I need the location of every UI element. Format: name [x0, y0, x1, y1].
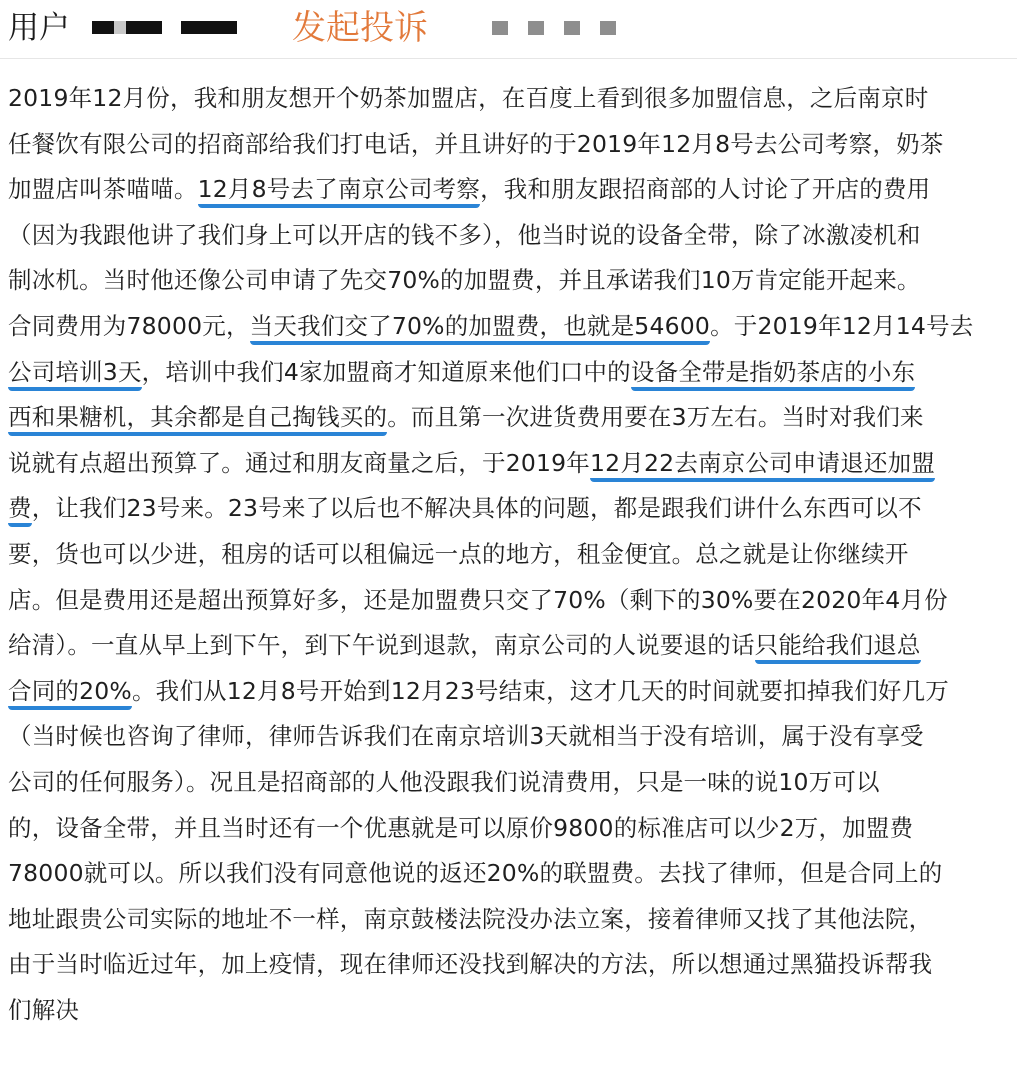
text-segment: 。于2019年12月14号去: [710, 311, 974, 340]
redacted-username: [114, 21, 126, 34]
text-segment: 2019年12月份，我和朋友想开个奶茶加盟店，在百度上看到很多加盟信息，之后南京时: [8, 84, 929, 112]
highlighted-text: 西和果糖机，其余都是自己掏钱买的: [8, 403, 387, 436]
text-segment: ，让我们23号来。23号来了以后也不解决具体的问题，都是跟我们讲什么东西可以不: [31, 494, 922, 523]
highlighted-text: 当天我们交了70%的加盟费，也就是54600: [250, 312, 710, 345]
text-segment: 加盟店叫茶喵喵。: [8, 175, 198, 204]
text-segment: 给清）。一直从早上到下午，到下午说到退款，南京公司的人说要退的话: [8, 631, 755, 660]
redacted-username: [92, 21, 114, 34]
complaint-line: [8, 714, 1004, 760]
complaint-line: [8, 395, 1004, 441]
redacted-dot: [564, 21, 580, 35]
complaint-line: [8, 258, 1004, 304]
text-segment: 。而且第一次进货费用要在3万左右。当时对我们来: [387, 403, 924, 432]
text-segment: 合同费用为78000元，: [8, 311, 250, 340]
text-segment: 的，设备全带，并且当时还有一个优惠就是可以原价9800的标准店可以少2万，加盟费: [8, 813, 914, 842]
highlighted-text: 设备全带是指奶茶店的小东: [631, 358, 915, 391]
text-segment: 任餐饮有限公司的招商部给我们打电话，并且讲好的于2019年12月8号去公司考察，奶茶: [8, 129, 944, 158]
text-segment: 们解决: [8, 995, 80, 1024]
text-segment: 地址跟贵公司实际的地址不一样，南京鼓楼法院没办法立案，接着律师又找了其他法院，: [8, 904, 933, 933]
complaint-line: [8, 441, 1004, 487]
complaint-line: [8, 851, 1004, 897]
text-segment: 店。但是费用还是超出预算好多，还是加盟费只交了70%（剩下的30%要在2020年4月份: [8, 585, 948, 614]
text-segment: 78000就可以。所以我们没有同意他说的返还20%的联盟费。去找了律师，但是合同上的: [8, 859, 943, 888]
highlighted-text: 公司培训3天: [8, 358, 142, 391]
complaint-header: [0, 0, 1017, 59]
complaint-line: [8, 897, 1004, 943]
complaint-line: [8, 167, 1004, 213]
complaint-line: [8, 122, 1004, 168]
highlighted-text: 12月22去南京公司申请退还加盟: [590, 449, 935, 482]
complaint-body: [8, 76, 1004, 1033]
complaint-line: [8, 806, 1004, 852]
complaint-line: [8, 578, 1004, 624]
text-segment: 要，货也可以少进，租房的话可以租偏远一点的地方，租金便宜。总之就是让你继续开: [8, 539, 909, 568]
highlighted-text: 12月8号去了南京公司考察: [198, 175, 480, 208]
redacted-dot: [600, 21, 616, 35]
text-segment: 说就有点超出预算了。通过和朋友商量之后，于2019年: [8, 448, 591, 477]
complaint-line: [8, 486, 1004, 532]
page-title: 发起投诉: [292, 8, 428, 48]
complaint-line: [8, 76, 1004, 122]
redacted-dot: [528, 21, 544, 35]
text-segment: 。我们从12月8号开始到12月23号结束，这才几天的时间就要扣掉我们好几万: [131, 676, 949, 705]
text-segment: 制冰机。当时他还像公司申请了先交70%的加盟费，并且承诺我们10万肯定能开起来。: [8, 266, 921, 295]
text-segment: ，我和朋友跟招商部的人讨论了开店的费用: [480, 175, 931, 204]
redacted-username: [126, 21, 162, 34]
text-segment: （因为我跟他讲了我们身上可以开店的钱不多），他当时说的设备全带，除了冰激凌机和: [8, 220, 921, 249]
complaint-line: [8, 304, 1004, 350]
complaint-line: [8, 760, 1004, 806]
complaint-line: [8, 350, 1004, 396]
highlighted-text: 合同的20%: [8, 677, 132, 710]
user-label: 用户: [8, 10, 70, 46]
complaint-line: [8, 213, 1004, 259]
redacted-dot: [492, 21, 508, 35]
complaint-line: [8, 532, 1004, 578]
complaint-line: [8, 942, 1004, 988]
complaint-line: [8, 669, 1004, 715]
highlighted-text: 费: [8, 494, 32, 527]
highlighted-text: 只能给我们退总: [755, 631, 921, 664]
redacted-username: [181, 21, 237, 34]
text-segment: （当时候也咨询了律师，律师告诉我们在南京培训3天就相当于没有培训，属于没有享受: [8, 722, 924, 751]
complaint-line: [8, 623, 1004, 669]
text-segment: 公司的任何服务）。况且是招商部的人他没跟我们说清费用，只是一味的说10万可以: [8, 767, 880, 796]
complaint-line: [8, 988, 1004, 1034]
text-segment: 由于当时临近过年，加上疫情，现在律师还没找到解决的方法，所以想通过黑猫投诉帮我: [8, 950, 933, 979]
text-segment: ，培训中我们4家加盟商才知道原来他们口中的: [141, 357, 631, 386]
